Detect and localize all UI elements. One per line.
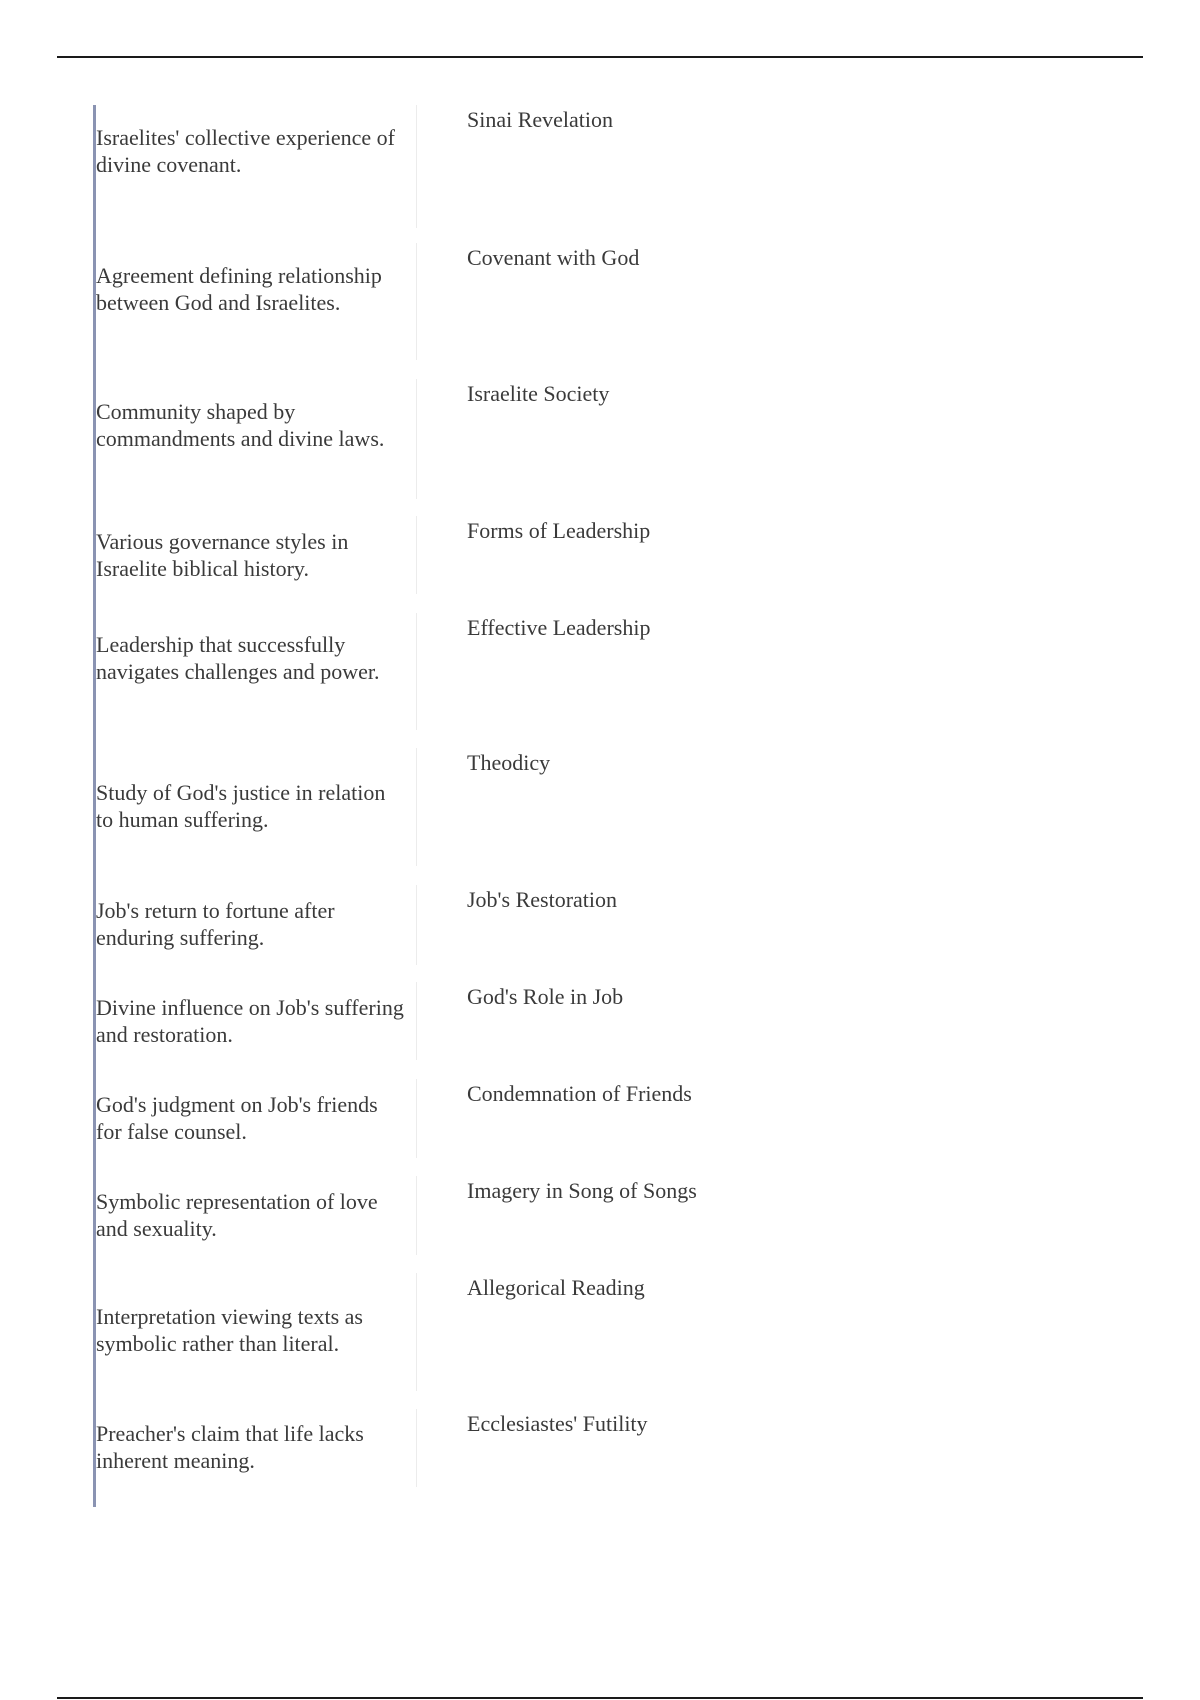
definition-text: Divine influence on Job's suffering and restoration. [96,995,404,1047]
bottom-rule [57,1697,1143,1699]
term-text: Condemnation of Friends [467,1081,692,1106]
definition-text: God's judgment on Job's friends for false counsel. [96,1092,378,1144]
definition-text: Job's return to fortune after enduring suffering. [96,898,335,950]
column-divider [416,379,417,499]
column-divider [416,1079,417,1158]
definition-text: Agreement defining relationship between God and Israelites. [96,263,382,315]
definition-text: Symbolic representation of love and sexuality. [96,1189,378,1241]
top-rule [57,56,1143,58]
column-divider [416,243,417,360]
column-divider [416,516,417,594]
column-divider [416,1176,417,1255]
column-divider [416,748,417,866]
column-divider [416,1409,417,1487]
column-divider [416,885,417,965]
definition-text: Preacher's claim that life lacks inherent meaning. [96,1421,364,1473]
definition-text: Leadership that successfully navigates challenges and power. [96,632,380,684]
definition-text: Interpretation viewing texts as symbolic rather than literal. [96,1304,363,1356]
term-text: Imagery in Song of Songs [467,1178,697,1203]
term-text: Job's Restoration [467,887,618,912]
definition-text: Various governance styles in Israelite biblical history. [96,529,349,581]
term-text: God's Role in Job [467,984,624,1009]
term-text: Ecclesiastes' Futility [467,1411,648,1436]
term-text: Allegorical Reading [467,1275,645,1300]
term-text: Theodicy [467,750,551,775]
definition-text: Israelites' collective experience of divine covenant. [96,125,395,177]
column-divider [416,982,417,1060]
term-text: Israelite Society [467,381,610,406]
term-text: Covenant with God [467,245,640,270]
definition-text: Study of God's justice in relation to human suffering. [96,780,386,832]
column-divider [416,613,417,730]
column-divider [416,1273,417,1391]
term-text: Sinai Revelation [467,107,614,132]
column-divider [416,105,417,228]
term-text: Effective Leadership [467,615,651,640]
definition-text: Community shaped by commandments and divine laws. [96,399,385,451]
term-text: Forms of Leadership [467,518,651,543]
